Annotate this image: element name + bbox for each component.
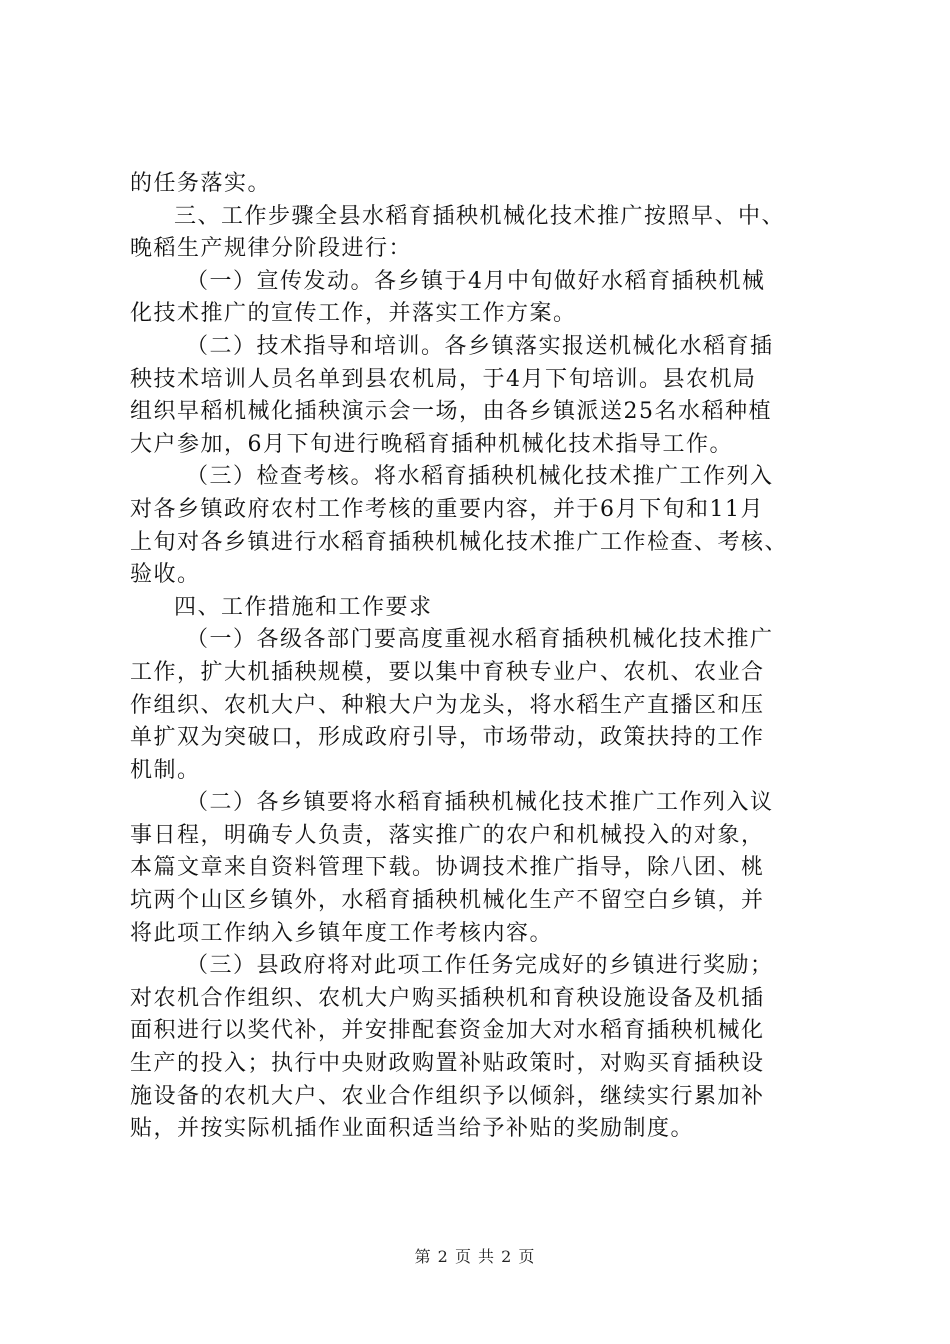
text-line: （三）检查考核。将水稻育插秧机械化技术推广工作列入 bbox=[186, 464, 774, 490]
text-line: 组织早稻机械化插秧演示会一场，由各乡镇派送25名水稻种植 bbox=[130, 399, 772, 425]
text-line: 生产的投入；执行中央财政购置补贴政策时，对购买育插秧设 bbox=[130, 1051, 765, 1077]
text-line: 机制。 bbox=[130, 757, 201, 783]
text-line: 验收。 bbox=[130, 562, 201, 588]
text-line: 工作，扩大机插秧规模，要以集中育秧专业户、农机、农业合 bbox=[130, 659, 765, 685]
document-body bbox=[130, 168, 860, 1146]
text-line: 对各乡镇政府农村工作考核的重要内容，并于6月下旬和11月 bbox=[130, 496, 764, 522]
text-line: （一）宣传发动。各乡镇于4月中旬做好水稻育插秧机械 bbox=[186, 268, 766, 294]
text-line: 对农机合作组织、农机大户购买插秧机和育秧设施设备及机插 bbox=[130, 985, 765, 1011]
text-line: 的任务落实。 bbox=[130, 171, 272, 196]
text-line: 坑两个山区乡镇外，水稻育插秧机械化生产不留空白乡镇，并 bbox=[130, 888, 765, 914]
text-line: 化技术推广的宣传工作，并落实工作方案。 bbox=[130, 301, 577, 327]
page-footer: 第 2 页 共 2 页 bbox=[414, 1247, 536, 1266]
text-line: 上旬对各乡镇进行水稻育插秧机械化技术推广工作检查、考核、 bbox=[130, 529, 789, 555]
text-line: 施设备的农机大户、农业合作组织予以倾斜，继续实行累加补 bbox=[130, 1083, 765, 1109]
text-line: 三、工作步骤全县水稻育插秧机械化技术推广按照早、中、 bbox=[174, 203, 786, 229]
text-line: （二）各乡镇要将水稻育插秧机械化技术推广工作列入议 bbox=[186, 790, 774, 816]
text-line: 秧技术培训人员名单到县农机局，于4月下旬培训。县农机局 bbox=[130, 366, 757, 392]
text-line: （三）县政府将对此项工作任务完成好的乡镇进行奖励； bbox=[186, 953, 774, 979]
text-line: （二）技术指导和培训。各乡镇落实报送机械化水稻育插 bbox=[186, 333, 774, 359]
text-line: 单扩双为突破口，形成政府引导，市场带动，政策扶持的工作 bbox=[130, 725, 765, 751]
text-line: 四、工作措施和工作要求 bbox=[174, 594, 433, 620]
text-line: 将此项工作纳入乡镇年度工作考核内容。 bbox=[130, 920, 554, 946]
text-line: 贴，并按实际机插作业面积适当给予补贴的奖励制度。 bbox=[130, 1116, 695, 1142]
text-line: 面积进行以奖代补，并安排配套资金加大对水稻育插秧机械化 bbox=[130, 1018, 765, 1044]
text-line: 作组织、农机大户、种粮大户为龙头，将水稻生产直播区和压 bbox=[130, 692, 765, 718]
text-line: 本篇文章来自资料管理下载。协调技术推广指导，除八团、桃 bbox=[130, 855, 765, 881]
text-line: 大户参加，6月下旬进行晚稻育插种机械化技术指导工作。 bbox=[130, 431, 733, 457]
text-line: 晚稻生产规律分阶段进行： bbox=[130, 236, 413, 262]
text-line: 事日程，明确专人负责，落实推广的农户和机械投入的对象， bbox=[130, 822, 765, 848]
text-line: （一）各级各部门要高度重视水稻育插秧机械化技术推广 bbox=[186, 627, 774, 653]
